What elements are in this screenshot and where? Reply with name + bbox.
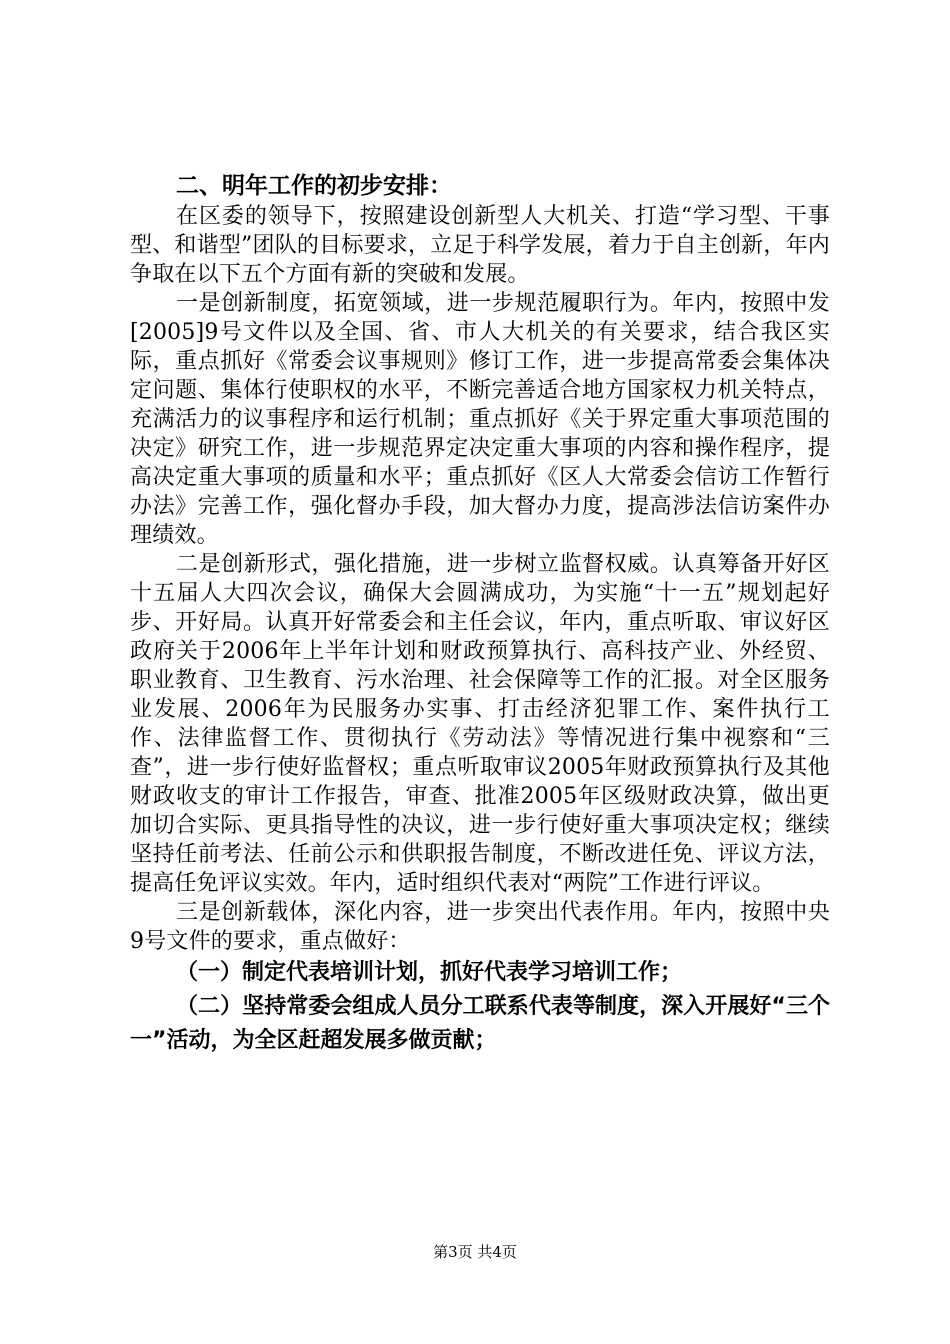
page-total: 共4页 <box>477 1243 517 1261</box>
page-number: 第3页 <box>433 1243 473 1261</box>
document-body <box>130 170 830 1058</box>
paragraph-item-two: 二是创新形式，强化措施，进一步树立监督权威。认真筹备开好区十五届人大四次会议，确保大会圆满成功，为实施“十一五”规划起好步、开好局。认真开好常委会和主任会议，年内，重点听取、审议好区政府关于2006年上半年计划和财政预算执行、高科技产业、外经贸、职业教育、卫生教育、污水治理、社会保障等工作的汇报。对全区服务业发展、2006年为民服务办实事、打击经济犯罪工作、案件执行工作、法律监督工作、贯彻执行《劳动法》等情况进行集中视察和“三查”，进一步行使好监督权；重点听取审议2005年财政预算执行及其他财政收支的审计工作报告，审查、批准2005年区级财政决算，做出更加切合实际、更具指导性的决议，进一步行使好重大事项决定权；继续坚持任前考法、任前公示和供职报告制度，不断改进任免、评议方法，提高任免评议实效。年内，适时组织代表对“两院”工作进行评议。 <box>130 552 830 896</box>
bold-list-item-2: （二）坚持常委会组成人员分工联系代表等制度，深入开展好“三个一”活动，为全区赶超发展多做贡献； <box>130 994 830 1053</box>
section-heading: 二、明年工作的初步安排： <box>176 173 452 199</box>
paragraph-item-three: 三是创新载体，深化内容，进一步突出代表作用。年内，按照中央9号文件的要求，重点做好： <box>130 900 830 954</box>
bold-list-item-1: （一）制定代表培训计划，抓好代表学习培训工作； <box>176 960 683 985</box>
page-footer <box>0 1242 950 1262</box>
paragraph-intro: 在区委的领导下，按照建设创新型人大机关、打造“学习型、干事型、和谐型”团队的目标要求，立足于科学发展，着力于自主创新，年内争取在以下五个方面有新的突破和发展。 <box>130 204 830 287</box>
paragraph-item-one: 一是创新制度，拓宽领域，进一步规范履职行为。年内，按照中发[2005]9号文件以及全国、省、市人大机关的有关要求，结合我区实际，重点抓好《常委会议事规则》修订工作，进一步提高常委会集体决定问题、集体行使职权的水平，不断完善适合地方国家权力机关特点，充满活力的议事程序和运行机制；重点抓好《关于界定重大事项范围的决定》研究工作，进一步规范界定决定重大事项的内容和操作程序，提高决定重大事项的质量和水平；重点抓好《区人大常委会信访工作暂行办法》完善工作，强化督办手段，加大督办力度，提高涉法信访案件办理绩效。 <box>130 291 830 548</box>
